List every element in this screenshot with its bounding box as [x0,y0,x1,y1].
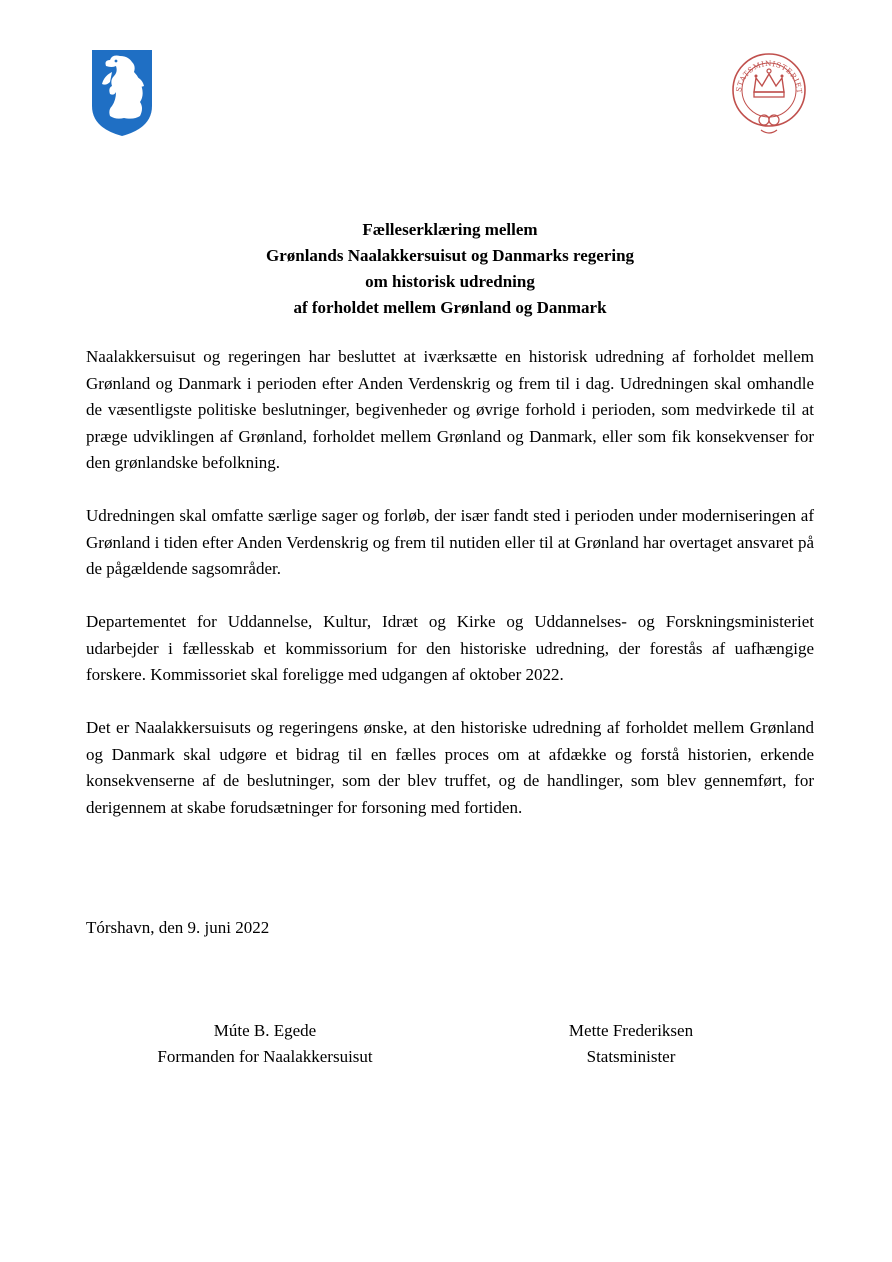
title-line: om historisk udredning [365,272,535,291]
place-and-date: Tórshavn, den 9. juni 2022 [86,918,270,937]
title-line: Fælleserklæring mellem [362,220,538,239]
body-paragraph: Departementet for Uddannelse, Kultur, Idræt og Kirke og Uddannelses- og Forskningsministeriet udarbejder i fællesskab et kommissorium for den historiske udredning, der forestås af uafhængige forskere. Kommissoriet skal foreligge med udgangen af oktober 2022. [86,612,814,684]
title-line: af forholdet mellem Grønland og Danmark [293,298,607,317]
signatory-name: Múte B. Egede [213,1021,317,1040]
signatory-left [120,1018,410,1070]
signatory-name: Mette Frederiksen [568,1021,694,1040]
declaration-body [86,344,814,848]
title-line: Grønlands Naalakkersuisut og Danmarks regering [265,246,635,265]
crown-seal-icon [728,50,810,138]
body-paragraph: Naalakkersuisut og regeringen har besluttet at iværksætte en historisk udredning af forholdet mellem Grønland og Danmark i perioden efter Anden Verdenskrig og frem til i dag. Udredningen skal omhandle de væsentligste politiske beslutninger, begivenheder og øvrige forhold i perioden, som medvirkede til at præge udviklingen af Grønland, forholdet mellem Grønland og Danmark, eller som fik konsekvenser for den grønlandske befolkning. [86,347,814,472]
signatory-title: Statsminister [586,1047,676,1066]
body-paragraph: Udredningen skal omfatte særlige sager og forløb, der især fandt sted i perioden under moderniseringen af Grønland i tiden efter Anden Verdenskrig og frem til nutiden eller til at Grønland har overtaget ansvaret på de pågældende sagsområder. [86,506,814,578]
body-paragraph: Det er Naalakkersuisuts og regeringens ønske, at den historiske udredning af forholdet mellem Grønland og Danmark skal udgøre et bidrag til en fælles proces om at afdække og forstå historien, erkende konsekvenserne af de beslutninger, som der blev truffet, og de handlinger, som blev gennemført, for derigennem at skabe forudsætninger for forsoning med fortiden. [86,718,814,817]
declaration-title [120,217,780,321]
greenland-coat-of-arms-logo [90,46,154,138]
statsministeriet-seal-logo [728,50,810,138]
signatory-title: Formanden for Naalakkersuisut [157,1047,373,1066]
seal-text: STATSMINISTERIET [734,58,805,95]
polar-bear-shield-icon [90,46,154,138]
signatory-right [520,1018,742,1070]
